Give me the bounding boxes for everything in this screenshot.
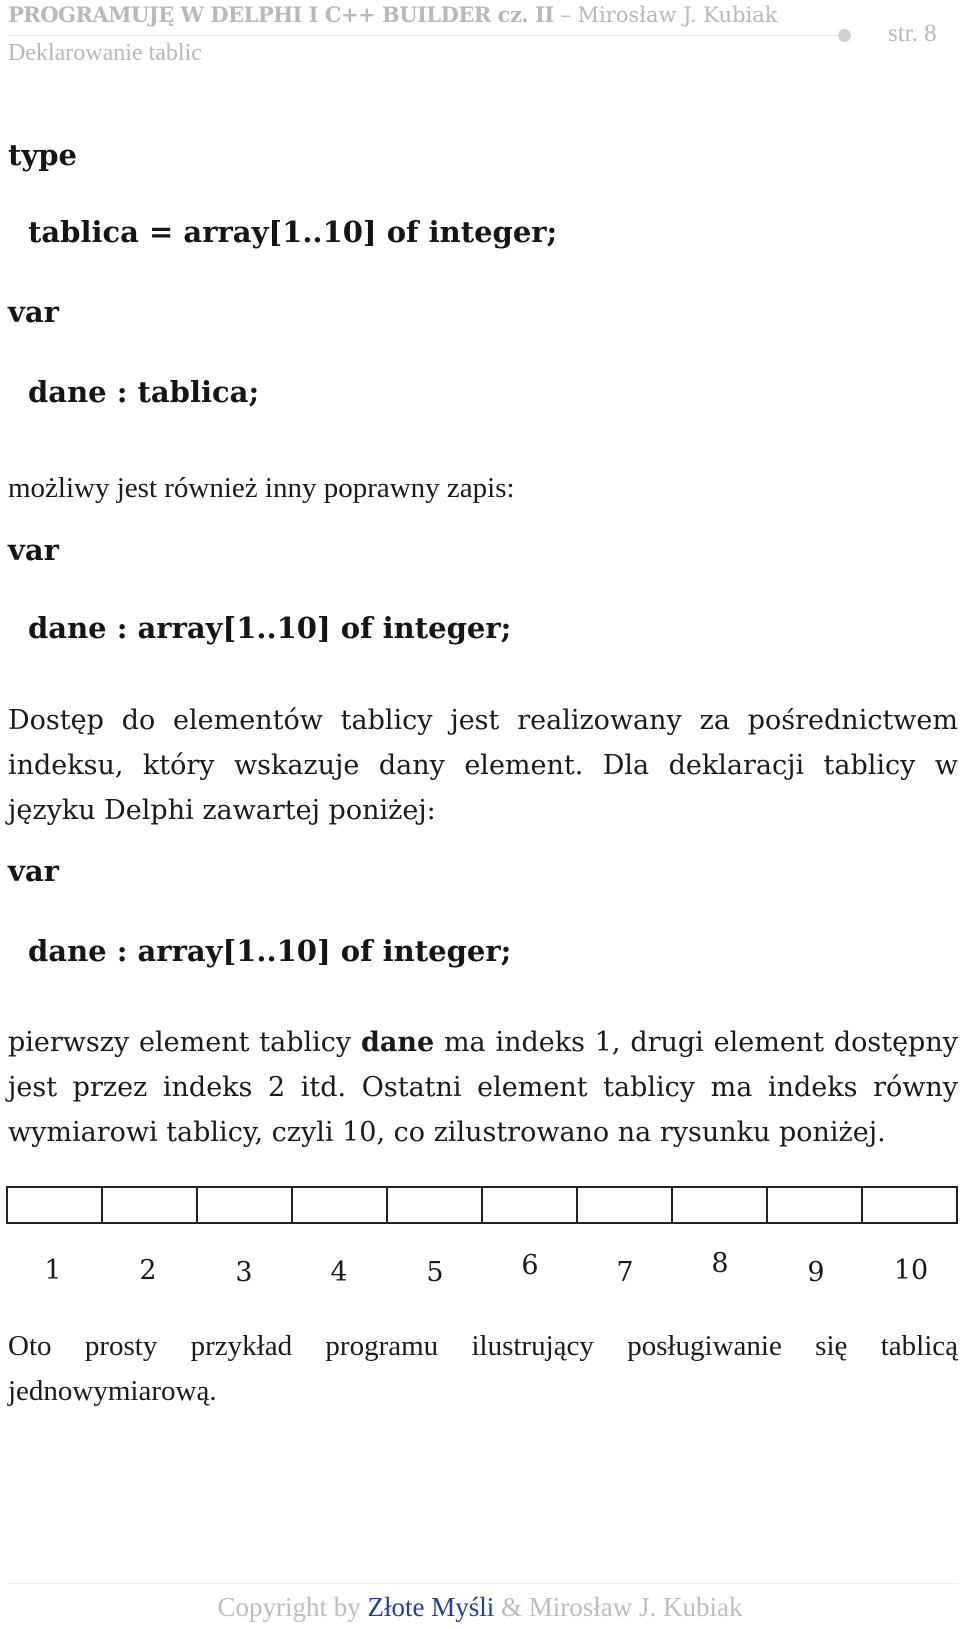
- paragraph-text-end: ma indeks 1, drugi element dostępny jest przez indeks 2 itd. Ostatni element tablicy ma indeks równy wymiarowi tablicy, czyli 10, co zilustrowano na rysunku poniżej.: [8, 1027, 958, 1148]
- array-index-label: 3: [235, 1257, 253, 1288]
- array-cell: [293, 1188, 388, 1222]
- paragraph-text-start: pierwszy element tablicy: [8, 1027, 361, 1058]
- array-index-label: 4: [330, 1257, 348, 1288]
- array-cell: [388, 1188, 483, 1222]
- header-bullet-icon: [838, 29, 851, 42]
- array-index-label: 1: [44, 1255, 62, 1286]
- array-cell: [863, 1188, 956, 1222]
- code-array-declaration-2: dane : array[1..10] of integer;: [28, 934, 512, 968]
- code-var-declaration: dane : tablica;: [28, 375, 260, 409]
- code-var-keyword-2: var: [8, 533, 59, 567]
- array-index-label: 5: [426, 1257, 444, 1288]
- array-cell: [8, 1188, 103, 1222]
- array-cell: [103, 1188, 198, 1222]
- code-array-declaration: dane : array[1..10] of integer;: [28, 611, 512, 645]
- array-cell: [483, 1188, 578, 1222]
- paragraph-index-description: [8, 1020, 958, 1155]
- array-index-label: 8: [711, 1248, 729, 1279]
- array-cell: [578, 1188, 673, 1222]
- section-title: Deklarowanie tablic: [8, 40, 202, 66]
- array-cell: [673, 1188, 768, 1222]
- footer-divider: [8, 1583, 958, 1584]
- publisher-link[interactable]: Złote Myśli: [367, 1592, 495, 1622]
- code-var-keyword-3: var: [8, 854, 59, 888]
- header-dash: –: [560, 3, 571, 27]
- code-type-keyword: type: [8, 138, 77, 172]
- paragraph-alternative: możliwy jest również inny poprawny zapis:: [8, 472, 515, 504]
- footer-copyright: Copyright by: [217, 1592, 368, 1622]
- page-number: str. 8: [888, 20, 937, 47]
- array-index-label: 9: [807, 1257, 825, 1288]
- header-title: [8, 2, 777, 27]
- array-cell: [768, 1188, 863, 1222]
- footer-author: & Mirosław J. Kubiak: [494, 1592, 743, 1622]
- array-name: dane: [360, 1027, 435, 1058]
- array-cell: [198, 1188, 293, 1222]
- array-index-label: 7: [616, 1257, 634, 1288]
- code-var-keyword: var: [8, 295, 59, 329]
- array-index-label: 2: [139, 1255, 157, 1286]
- book-title: PROGRAMUJĘ W DELPHI I C++ BUILDER cz. II: [8, 2, 554, 27]
- paragraph-example-intro: Oto prosty przykład programu ilustrujący posługiwanie się tablicą jednowymiarową.: [8, 1330, 958, 1407]
- array-diagram: [6, 1186, 958, 1224]
- array-index-label: 10: [893, 1255, 929, 1286]
- page-footer: [0, 1592, 960, 1623]
- header-divider: [8, 35, 846, 36]
- paragraph-index-access: Dostęp do elementów tablicy jest realizowany za pośrednictwem indeksu, który wskazuje dany element. Dla deklaracji tablicy w języku Delphi zawartej poniżej:: [8, 705, 958, 826]
- page-header: [8, 0, 958, 80]
- code-type-declaration: tablica = array[1..10] of integer;: [28, 215, 558, 249]
- array-index-label: 6: [521, 1250, 539, 1281]
- header-author: Mirosław J. Kubiak: [577, 3, 778, 27]
